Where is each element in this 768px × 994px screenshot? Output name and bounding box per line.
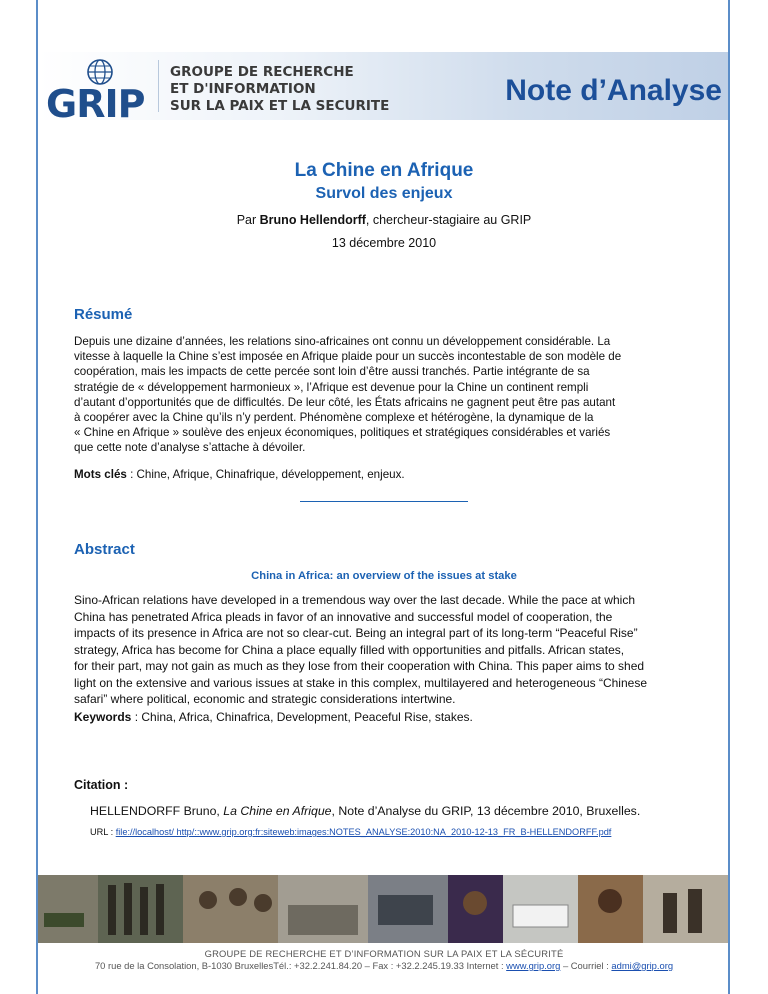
citation-author: HELLENDORFF Bruno, xyxy=(90,804,224,818)
keywords-list: : Chine, Afrique, Chinafrique, développement, enjeux. xyxy=(126,468,405,481)
abstract-line: strategy, Africa has become for China a place equally filled with opportunities and pitfalls. African states, xyxy=(74,642,625,657)
citation-rest: , Note d’Analyse du GRIP, 13 décembre 2010, Bruxelles. xyxy=(331,804,641,818)
author-name: Bruno Hellendorff xyxy=(259,213,366,227)
document-subtitle: Survol des enjeux xyxy=(315,185,453,202)
footer-email-link[interactable]: admi@grip.org xyxy=(611,960,674,971)
resume-line: à coopérer avec la Chine qu’ils n’y perdent. Phénomène complexe et hétérogène, la dynamique de la xyxy=(74,411,594,425)
footer-mail-label: – Courriel : xyxy=(560,960,612,971)
photo-soldiers xyxy=(38,875,98,943)
org-line-2: ET D'INFORMATION xyxy=(170,81,316,97)
abstract-line: safari” where political, economic and strategic considerations intertwine. xyxy=(74,692,456,706)
url-label: URL : xyxy=(90,827,116,837)
resume-line: d’autant d’opportunités que de difficultés. De leur côté, les États africains ne gagnent peut être pas autant xyxy=(74,395,616,409)
footer-org-name: GROUPE DE RECHERCHE ET D’INFORMATION SUR LA PAIX ET LA SÉCURITÉ xyxy=(204,948,564,959)
abstract-line: China has penetrated Africa pleads in favor of an innovative and successful model of cooperation, the xyxy=(74,609,613,624)
byline xyxy=(0,213,768,227)
citation-heading: Citation : xyxy=(74,778,129,792)
photo-collage xyxy=(38,875,728,943)
resume-heading: Résumé xyxy=(74,306,133,323)
org-line-3: SUR LA PAIX ET LA SECURITE xyxy=(170,98,390,114)
publication-date: 13 décembre 2010 xyxy=(331,236,437,250)
photo-strip xyxy=(38,875,728,943)
keywords-list: : China, Africa, Chinafrica, Development, Peaceful Rise, stakes. xyxy=(131,710,473,724)
abstract-subtitle: China in Africa: an overview of the issues at stake xyxy=(251,570,517,582)
header-divider xyxy=(158,60,159,112)
resume-keywords xyxy=(74,468,405,481)
resume-line: Depuis une dizaine d’années, les relations sino-africaines ont connu un développement considérable. La xyxy=(74,335,611,348)
resume-line: « Chine en Afrique » soulève des enjeux économiques, politiques et stratégiques considérables et variés xyxy=(74,426,611,440)
citation-url-line xyxy=(90,827,611,837)
footer-address: 70 rue de la Consolation, B-1030 BruxellesTél.: +32.2.241.84.20 – Fax : +32.2.245.19.33 Internet : xyxy=(94,960,507,971)
abstract-heading: Abstract xyxy=(74,541,135,558)
byline-role: , chercheur-stagiaire au GRIP xyxy=(365,213,532,227)
resume-line: coopération, mais les impacts de cette percée sont loin d’être aussi tranchés. Partie intégrante de sa xyxy=(74,365,590,379)
grip-logo: GRIP xyxy=(46,82,145,126)
abstract-line: Sino-African relations have developed in a tremendous way over the last decade. While the pace at which xyxy=(74,593,635,607)
footer-contact xyxy=(0,960,768,971)
abstract-line: for their part, may not gain as much as they lose from their cooperation with China. This paper aims to shed xyxy=(74,659,645,673)
keywords-label: Mots clés xyxy=(74,468,127,481)
section-separator xyxy=(300,501,468,502)
org-name xyxy=(170,64,389,115)
org-line-1: GROUPE DE RECHERCHE xyxy=(170,64,354,80)
keywords-label: Keywords xyxy=(74,710,132,724)
resume-line: que cette note d’analyse s’attache à dévoiler. xyxy=(74,441,306,455)
abstract-keywords xyxy=(74,710,473,724)
document-type: Note d’Analyse xyxy=(505,74,722,107)
page-frame xyxy=(36,0,730,994)
abstract-paragraph xyxy=(74,592,696,708)
footer-website-link[interactable]: www.grip.org xyxy=(506,960,561,971)
citation-text xyxy=(90,804,640,818)
resume-line: stratégie de « développement harmonieux », l’Afrique est devenue pour la Chine un continent rempli xyxy=(74,380,589,394)
abstract-line: impacts of its presence in Africa are not so clear-cut. Being an integral part of its long-term “Peaceful Rise” xyxy=(74,626,638,640)
document-title: La Chine en Afrique xyxy=(294,160,474,181)
citation-work: La Chine en Afrique xyxy=(223,804,332,818)
abstract-line: light on the extensive and various issues at stake in this complex, multilayered and heterogeneous “Chinese xyxy=(74,675,647,690)
photo-photographer xyxy=(643,875,728,943)
citation-url-link[interactable]: file://localhost/ http/::www.grip.org:fr:siteweb:images:NOTES_ANALYSE:2010:NA_2010-12-13_FR_B-HELLENDORFF.pdf xyxy=(115,827,612,837)
byline-prefix: Par xyxy=(236,213,260,227)
resume-line: vitesse à laquelle la Chine s’est imposée en Afrique plaide pour un succès incontestable de son modèle de xyxy=(74,350,622,364)
resume-paragraph xyxy=(74,334,696,456)
